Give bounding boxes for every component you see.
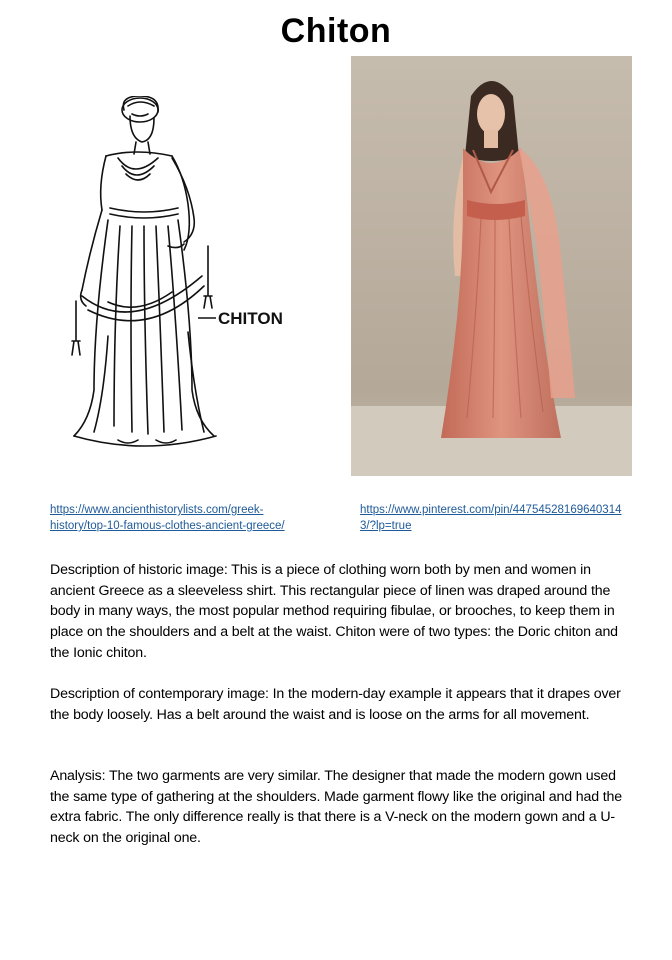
analysis-paragraph: Analysis: The two garments are very similar. The designer that made the modern gown used the same type of gathering at the shoulders. Made garment flowy like the original and had the extra fabric. The only difference really is that there is a V-neck on the modern gown and a U-neck on the original one. [50, 768, 623, 847]
contemporary-gown-photo [351, 56, 632, 476]
chiton-label: CHITON [218, 309, 283, 328]
historic-description: Description of historic image: This is a piece of clothing worn both by men and women in ancient Greece as a sleeveless shirt. This rectangular piece of linen was draped around the body in many ways, the most popular method requiring fibulae, or brooches, to keep them in place on the shoulders and a belt at the waist. Chiton were of two types: the Doric chiton and the Ionic chiton. [50, 562, 618, 661]
page-title: Chiton [280, 12, 392, 50]
historic-chiton-illustration [48, 96, 288, 456]
contemporary-description: Description of contemporary image: In the modern-day example it appears that it drapes over the body loosely. Has a belt around the waist and is loose on the arms for all movement. [50, 686, 621, 723]
historic-image-source-link[interactable]: https://www.ancienthistorylists.com/greek-history/top-10-famous-clothes-ancient-greece/ [50, 504, 285, 532]
contemporary-image-source-link[interactable]: https://www.pinterest.com/pin/447545281696403143/?lp=true [360, 504, 622, 532]
